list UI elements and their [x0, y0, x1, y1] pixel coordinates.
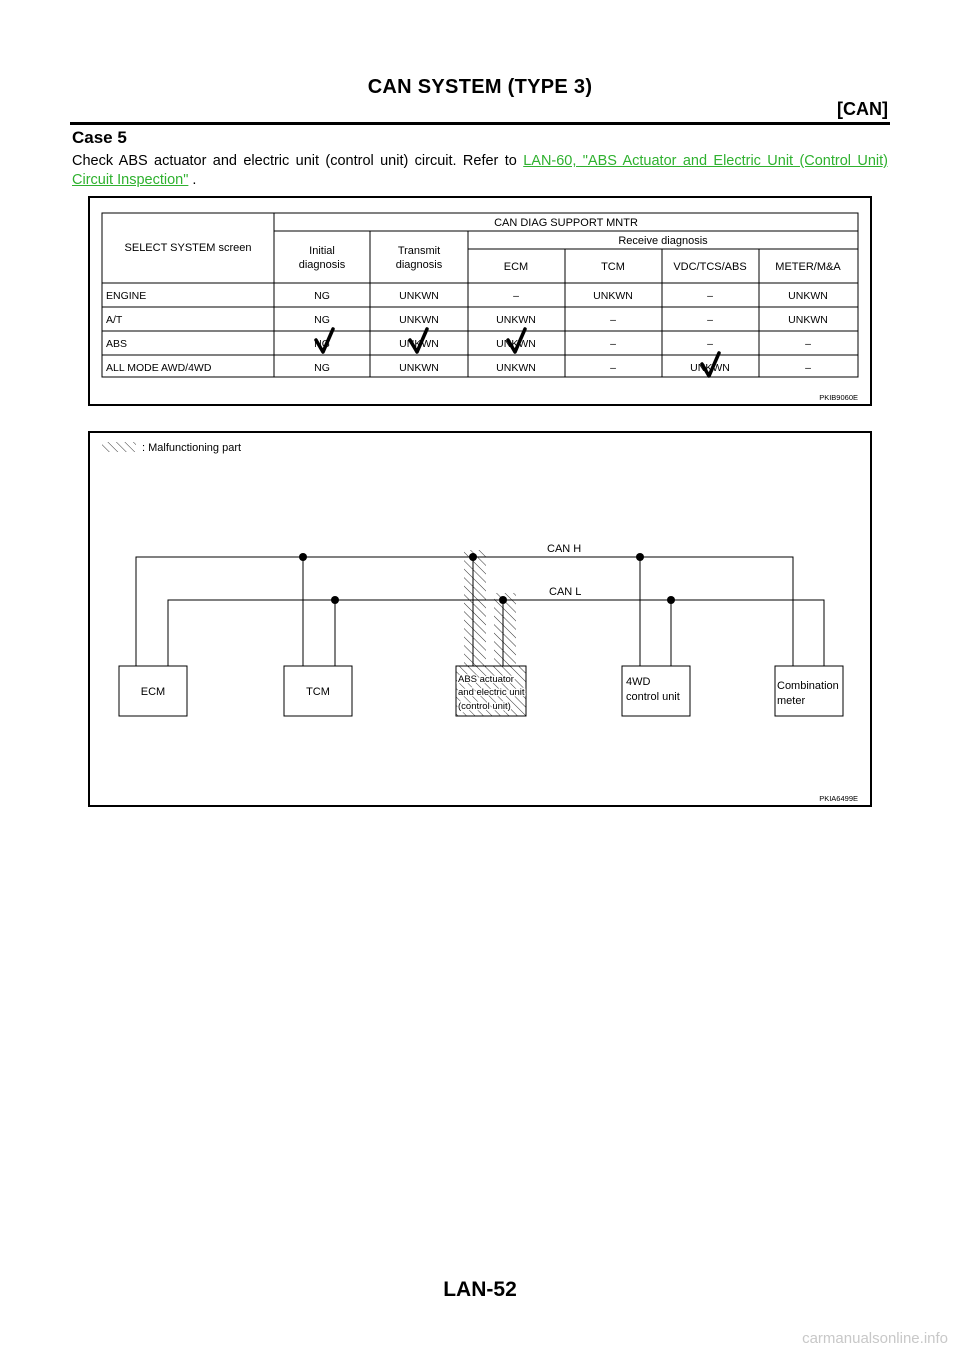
table-cell: –: [707, 338, 713, 350]
table-cell: –: [707, 290, 713, 302]
table-cell: –: [707, 314, 713, 326]
junction-dot: [331, 596, 339, 604]
legend-text: : Malfunctioning part: [142, 442, 242, 454]
transmit-header-1: Transmit: [397, 245, 441, 257]
row-system: A/T: [106, 314, 123, 326]
junction-dot: [469, 553, 477, 561]
figure-code: PKIB9060E: [819, 393, 858, 402]
can-diag-header: CAN DIAG SUPPORT MNTR: [494, 217, 638, 229]
case-text-end: .: [188, 172, 197, 188]
table-cell: UNKWN: [788, 314, 828, 326]
table-cell: –: [610, 338, 616, 350]
section-label: [CAN]: [837, 99, 888, 119]
initial-header-1: Initial: [309, 245, 335, 257]
table-cell: NG: [314, 338, 330, 350]
initial-header-2: diagnosis: [298, 259, 346, 271]
table-cell: NG: [314, 314, 330, 326]
case-text: Check ABS actuator and electric unit (control unit) circuit. Refer to: [72, 153, 524, 169]
row-system: ENGINE: [106, 290, 147, 302]
page-title: CAN SYSTEM (TYPE 3): [367, 76, 593, 98]
can-h-label: CAN H: [547, 543, 582, 555]
meter-label-1: Combination: [777, 680, 839, 692]
junction-dot: [636, 553, 644, 561]
table-cell: UNKWN: [788, 290, 828, 302]
table-cell: UNKWN: [399, 338, 439, 350]
table-cell: UNKWN: [399, 290, 439, 302]
4wd-label-2: control unit: [626, 691, 680, 703]
inspection-link[interactable]: LAN-60, "ABS Actuator and Electric Unit (Control Unit) Circuit Inspection": [72, 153, 888, 188]
table-cell: UNKWN: [690, 362, 730, 374]
meter-label-2: meter: [777, 695, 806, 707]
can-l-label: CAN L: [549, 586, 582, 598]
table-cell: –: [513, 290, 519, 302]
table-cell: NG: [314, 290, 330, 302]
row-system: ABS: [106, 338, 128, 350]
row-system: ALL MODE AWD/4WD: [106, 362, 212, 374]
abs-label-3: (control unit): [458, 701, 511, 712]
table-cell: UNKWN: [593, 290, 633, 302]
4wd-label-1: 4WD: [626, 676, 651, 688]
junction-dot: [299, 553, 307, 561]
ecm-label: ECM: [140, 686, 166, 698]
case-paragraph: [72, 152, 888, 190]
table-cell: UNKWN: [399, 362, 439, 374]
malfunction-hatch: [494, 593, 516, 667]
header-rule: [70, 122, 890, 125]
watermark: carmanualsonline.info: [802, 1330, 948, 1347]
hatch-legend-icon: [102, 442, 136, 452]
malfunction-hatch: [464, 550, 486, 667]
can-network-diagram: [88, 431, 872, 807]
junction-dot: [667, 596, 675, 604]
col-meter: METER/M&A: [775, 261, 841, 273]
transmit-header-2: diagnosis: [395, 259, 443, 271]
table-cell: UNKWN: [496, 362, 536, 374]
figure-code: PKIA6499E: [819, 794, 858, 803]
table-cell: UNKWN: [496, 338, 536, 350]
table-cell: –: [805, 362, 811, 374]
abs-label-2: and electric unit: [458, 687, 525, 698]
page-number: LAN-52: [443, 1278, 517, 1301]
junction-dot: [499, 596, 507, 604]
table-cell: –: [610, 314, 616, 326]
case-heading: Case 5: [72, 128, 127, 147]
diagnosis-table-figure: [88, 196, 872, 406]
col-vdc: VDC/TCS/ABS: [673, 261, 747, 273]
table-cell: –: [610, 362, 616, 374]
table-cell: –: [805, 338, 811, 350]
select-system-header: SELECT SYSTEM screen: [124, 242, 252, 254]
col-ecm: ECM: [503, 261, 529, 273]
abs-label-1: ABS actuator: [458, 674, 514, 685]
table-cell: NG: [314, 362, 330, 374]
receive-header: Receive diagnosis: [618, 235, 708, 247]
table-cell: UNKWN: [496, 314, 536, 326]
tcm-label: TCM: [306, 686, 330, 698]
table-cell: UNKWN: [399, 314, 439, 326]
col-tcm: TCM: [601, 261, 625, 273]
